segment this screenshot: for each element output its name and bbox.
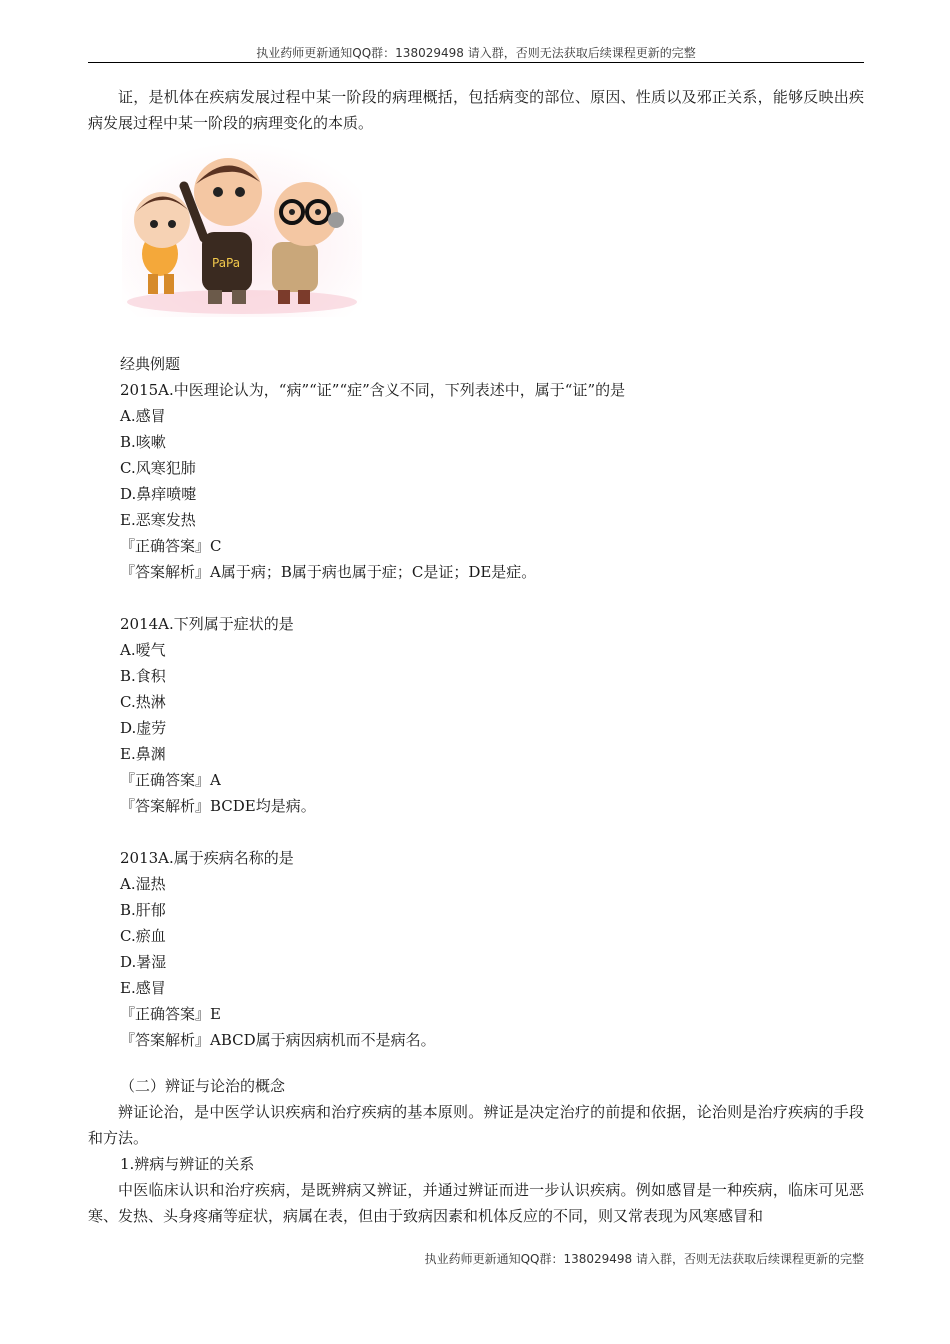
option-a: A.湿热 (120, 875, 166, 893)
cartoon-figures-image (122, 142, 362, 317)
question-stem: 2015A.中医理论认为，“病”“证”“症”含义不同，下列表述中，属于“证”的是 (120, 381, 626, 399)
answer-analysis: 『答案解析』A属于病；B属于病也属于症；C是证；DE是症。 (120, 563, 537, 581)
page-footer: 执业药师更新通知QQ群：138029498 请入群，否则无法获取后续课程更新的完整 (424, 1252, 864, 1266)
option-c: C.瘀血 (120, 927, 166, 945)
option-e: E.恶寒发热 (120, 511, 196, 529)
examples-heading: 经典例题 (120, 355, 181, 373)
option-c: C.热淋 (120, 693, 166, 711)
papa-shirt-label: PaPa (212, 256, 241, 270)
option-d: D.暑湿 (120, 953, 167, 971)
option-c: C.风寒犯肺 (120, 459, 196, 477)
answer-analysis: 『答案解析』BCDE均是病。 (120, 797, 316, 815)
section-subtitle: 1.辨病与辨证的关系 (120, 1155, 255, 1173)
header-rule (88, 62, 864, 63)
page-header: 执业药师更新通知QQ群：138029498 请入群，否则无法获取后续课程更新的完整 (256, 46, 696, 60)
option-a: A.感冒 (120, 407, 166, 425)
correct-answer: 『正确答案』C (120, 537, 222, 555)
option-b: B.肝郁 (120, 901, 166, 919)
option-d: D.鼻痒喷嚏 (120, 485, 197, 503)
intro-paragraph: 证，是机体在疾病发展过程中某一阶段的病理概括，包括病变的部位、原因、性质以及邪正关系，能够反映出疾病发展过程中某一阶段的病理变化的本质。 (88, 88, 864, 132)
question-stem: 2014A.下列属于症状的是 (120, 615, 294, 633)
section-title: （二）辨证与论治的概念 (120, 1077, 286, 1095)
correct-answer: 『正确答案』E (120, 1005, 221, 1023)
correct-answer: 『正确答案』A (120, 771, 221, 789)
question-2013 (88, 845, 864, 1053)
question-2014 (88, 611, 864, 819)
question-stem: 2013A.属于疾病名称的是 (120, 849, 294, 867)
option-b: B.食积 (120, 667, 166, 685)
section-paragraph-2: 中医临床认识和治疗疾病，是既辨病又辨证，并通过辨证而进一步认识疾病。例如感冒是一种疾病，临床可见恶寒、发热、头身疼痛等症状，病属在表，但由于致病因素和机体反应的不同，则又常表现为风寒感冒和 (88, 1181, 864, 1225)
family-cartoon-illustration (122, 142, 362, 317)
option-a: A.嗳气 (120, 641, 166, 659)
option-e: E.感冒 (120, 979, 166, 997)
answer-analysis: 『答案解析』ABCD属于病因病机而不是病名。 (120, 1031, 436, 1049)
option-b: B.咳嗽 (120, 433, 166, 451)
option-d: D.虚劳 (120, 719, 167, 737)
section-paragraph-1: 辨证论治，是中医学认识疾病和治疗疾病的基本原则。辨证是决定治疗的前提和依据，论治则是治疗疾病的手段和方法。 (88, 1103, 864, 1147)
option-e: E.鼻渊 (120, 745, 166, 763)
question-2015 (88, 377, 864, 585)
document-body (88, 84, 864, 1229)
